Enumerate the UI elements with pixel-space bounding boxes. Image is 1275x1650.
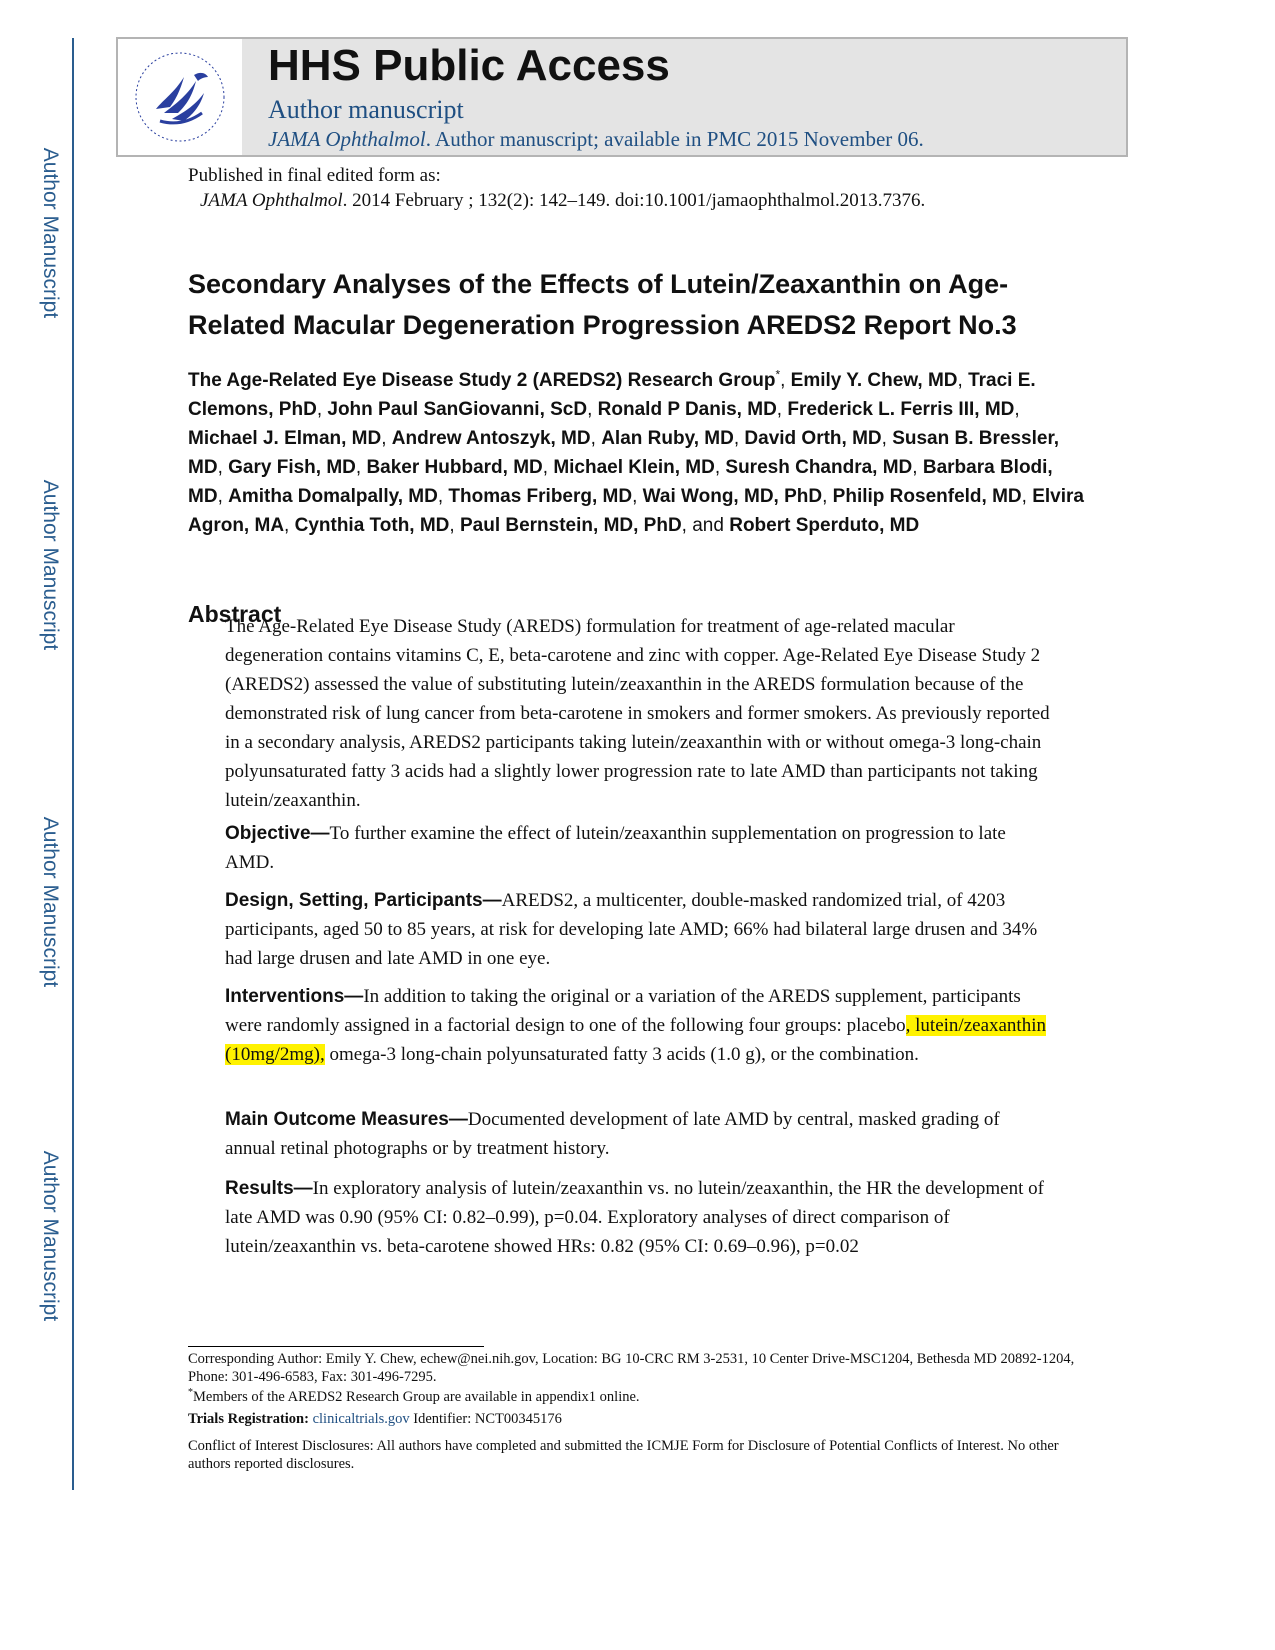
- header-availability: JAMA Ophthalmol. Author manuscript; available in PMC 2015 November 06.: [268, 127, 924, 151]
- footnote-trials: Trials Registration: clinicaltrials.gov Identifier: NCT00345176: [188, 1411, 562, 1427]
- footnote-members: *Members of the AREDS2 Research Group are available in appendix1 online.: [188, 1387, 640, 1405]
- header-text-panel: [242, 39, 1126, 155]
- author-list: The Age-Related Eye Disease Study 2 (AREDS2) Research Group*, Emily Y. Chew, MD, Traci E. Clemons, PhD, John Paul SanGiovanni, ScD, Ronald P Danis, MD, Frederick L. Ferris III, MD, Michael J. Elman, MD, Andrew Antoszyk, MD, Alan Ruby, MD, David Orth, MD, Susan B. Bressler, MD, Gary Fish, MD, Baker Hubbard, MD, Michael Klein, MD, Suresh Chandra, MD, Barbara Blodi, MD, Amitha Domalpally, MD, Thomas Friberg, MD, Wai Wong, MD, PhD, Philip Rosenfeld, MD, Elvira Agron, MA, Cynthia Toth, MD, Paul Bernstein, MD, PhD, and Robert Sperduto, MD: [188, 367, 1084, 536]
- sidebar-label: Author Manuscript: [39, 479, 63, 651]
- abstract-results: Results—In exploratory analysis of lutein/zeaxanthin vs. no lutein/zeaxanthin, the HR the development of late AMD was 0.90 (95% CI: 0.82–0.99), p=0.04. Exploratory analyses of direct comparison of lutein/zeaxanthin vs. beta-carotene showed HRs: 0.82 (95% CI: 0.69–0.96), p=0.02: [225, 1178, 1044, 1257]
- abstract-intro: The Age-Related Eye Disease Study (AREDS) formulation for treatment of age-related macular degeneration contains vitamins C, E, beta-carotene and zinc with copper. Age-Related Eye Disease Study 2 (AREDS2) assessed the value of substituting lutein/zeaxanthin in the AREDS formulation because of the demonstrated risk of lung cancer from beta-carotene in smokers and former smokers. As previously reported in a secondary analysis, AREDS2 participants taking lutein/zeaxanthin with or without omega-3 long-chain polyunsaturated fatty 3 acids had a slightly lower progression rate to late AMD than participants not taking lutein/zeaxanthin.: [225, 616, 1050, 811]
- published-info: Published in final edited form as: JAMA Ophthalmol. 2014 February ; 132(2): 142–149. doi:10.1001/jamaophthalmol.2013.7376.: [188, 165, 926, 211]
- footnote-conflict: Conflict of Interest Disclosures: All authors have completed and submitted the ICMJE Form for Disclosure of Potential Conflicts of Interest. No other authors reported disclosures.: [188, 1438, 1059, 1472]
- footnote-rule: [188, 1346, 484, 1347]
- abstract-outcome: Main Outcome Measures—Documented development of late AMD by central, masked grading of annual retinal photographs or by treatment history.: [225, 1109, 1000, 1159]
- hhs-eagle-seal-icon: [130, 47, 230, 147]
- footnote-corresponding: Corresponding Author: Emily Y. Chew, echew@nei.nih.gov, Location: BG 10-CRC RM 3-2531, 10 Center Drive-MSC1204, Bethesda MD 20892-1204, Phone: 301-496-6583, Fax: 301-496-7295.: [188, 1351, 1075, 1385]
- author-group: The Age-Related Eye Disease Study 2 (AREDS2) Research Group: [188, 370, 776, 391]
- abstract-objective: Objective—To further examine the effect of lutein/zeaxanthin supplementation on progression to late AMD.: [225, 823, 1006, 873]
- hhs-logo: [118, 39, 244, 155]
- highlighted-text: , lutein/zeaxanthin (10mg/2mg),: [225, 1015, 1046, 1065]
- abstract-heading: Abstract: [188, 601, 282, 627]
- hhs-header: [116, 37, 1128, 157]
- paper-title: Secondary Analyses of the Effects of Lutein/Zeaxanthin on Age-Related Macular Degeneration Progression AREDS2 Report No.3: [188, 269, 1017, 340]
- sidebar-label: Author Manuscript: [39, 1150, 63, 1322]
- clinicaltrials-link[interactable]: clinicaltrials.gov: [312, 1411, 410, 1427]
- header-title: HHS Public Access: [268, 41, 670, 90]
- header-subtitle: Author manuscript: [268, 95, 464, 124]
- sidebar-label: Author Manuscript: [39, 816, 63, 988]
- sidebar-label: Author Manuscript: [39, 147, 63, 319]
- abstract-design: Design, Setting, Participants—AREDS2, a multicenter, double-masked randomized trial, of 4203 participants, aged 50 to 85 years, at risk for developing late AMD; 66% had bilateral large drusen and 34% had large drusen and late AMD in one eye.: [225, 890, 1038, 969]
- citation: JAMA Ophthalmol. 2014 February ; 132(2): 142–149. doi:10.1001/jamaophthalmol.2013.7376.: [200, 190, 926, 211]
- sidebar-rule: [72, 38, 74, 1490]
- abstract-interventions: Interventions—In addition to taking the original or a variation of the AREDS supplement, participants were randomly assigned in a factorial design to one of the following four groups: placebo, lutein/zeaxanthin (10mg/2mg), omega-3 long-chain polyunsaturated fatty 3 acids (1.0 g), or the combination.: [225, 986, 1046, 1065]
